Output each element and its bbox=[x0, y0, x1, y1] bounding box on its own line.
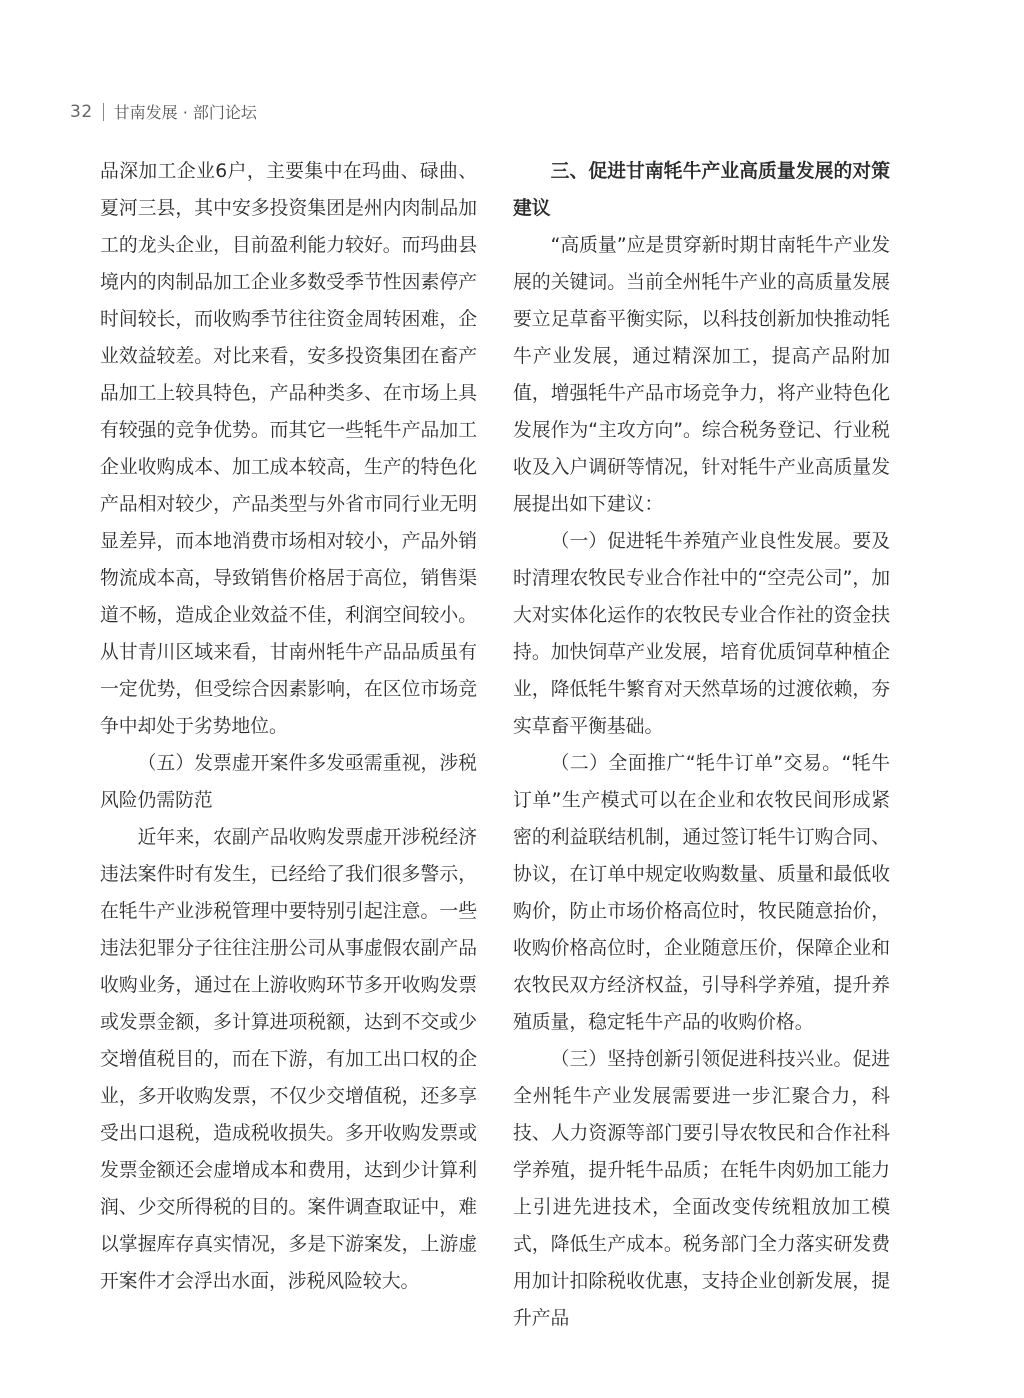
paragraph: 近年来，农副产品收购发票虚开涉税经济违法案件时有发生，已经给了我们很多警示，在牦牛产业涉税管理中要特别引起注意。一些违法犯罪分子往往注册公司从事虚假农副产品收购业务，通过在上游收购环节多开收购发票或发票金额，多计算进项税额，达到不交或少交增值税目的，而在下游，有加工出口权的企业，多开收购发票，不仅少交增值税，还多享受出口退税，造成税收损失。多开收购发票或发票金额还会虚增成本和费用，达到少计算利润、少交所得税的目的。案件调查取证中，难以掌握库存真实情况，多是下游案发，上游虚开案件才会浮出水面，涉税风险较大。 bbox=[100, 827, 477, 1292]
left-column bbox=[100, 153, 477, 1300]
section-heading: （五）发票虚开案件多发亟需重视，涉税风险仍需防范 bbox=[100, 753, 477, 811]
right-column bbox=[513, 153, 890, 1337]
page-header bbox=[70, 100, 257, 123]
journal-title: 甘南发展 · 部门论坛 bbox=[113, 103, 257, 122]
section-heading: 三、促进甘南牦牛产业高质量发展的对策建议 bbox=[513, 161, 890, 219]
paragraph: （二）全面推广“牦牛订单”交易。“牦牛订单”生产模式可以在企业和农牧民间形成紧密的利益联结机制，通过签订牦牛订购合同、协议，在订单中规定收购数量、质量和最低收购价，防止市场价格高位时，牧民随意抬价，收购价格高位时，企业随意压价，保障企业和农牧民双方经济权益，引导科学养殖，提升养殖质量，稳定牦牛产品的收购价格。 bbox=[513, 753, 890, 1033]
paragraph: （一）促进牦牛养殖产业良性发展。要及时清理农牧民专业合作社中的“空壳公司”，加大对实体化运作的农牧民专业合作社的资金扶持。加快饲草产业发展，培育优质饲草种植企业，降低牦牛繁育对天然草场的过渡依赖，夯实草畜平衡基础。 bbox=[513, 531, 890, 737]
paragraph: （三）坚持创新引领促进科技兴业。促进全州牦牛产业发展需要进一步汇聚合力，科技、人力资源等部门要引导农牧民和合作社科学养殖，提升牦牛品质；在牦牛肉奶加工能力上引进先进技术，全面改变传统粗放加工模式，降低生产成本。税务部门全力落实研发费用加计扣除税收优惠，支持企业创新发展，提升产品 bbox=[513, 1049, 890, 1329]
paragraph: 品深加工企业6户，主要集中在玛曲、碌曲、夏河三县，其中安多投资集团是州内肉制品加工的龙头企业，目前盈利能力较好。而玛曲县境内的肉制品加工企业多数受季节性因素停产时间较长，而收购季节往往资金周转困难，企业效益较差。对比来看，安多投资集团在畜产品加工上较具特色，产品种类多、在市场上具有较强的竞争优势。而其它一些牦牛产品加工企业收购成本、加工成本较高，生产的特色化产品相对较少，产品类型与外省市同行业无明显差异，而本地消费市场相对较小，产品外销物流成本高，导致销售价格居于高位，销售渠道不畅，造成企业效益不佳，利润空间较小。从甘青川区域来看，甘南州牦牛产品品质虽有一定优势，但受综合因素影响，在区位市场竞争中却处于劣势地位。 bbox=[100, 161, 477, 737]
page-number: 32 bbox=[70, 101, 93, 122]
header-divider bbox=[103, 103, 104, 121]
paragraph: “高质量”应是贯穿新时期甘南牦牛产业发展的关键词。当前全州牦牛产业的高质量发展要立足草畜平衡实际，以科技创新加快推动牦牛产业发展，通过精深加工，提高产品附加值，增强牦牛产品市场竞争力，将产业特色化发展作为“主攻方向”。综合税务登记、行业税收及入户调研等情况，针对牦牛产业高质量发展提出如下建议： bbox=[513, 235, 890, 515]
